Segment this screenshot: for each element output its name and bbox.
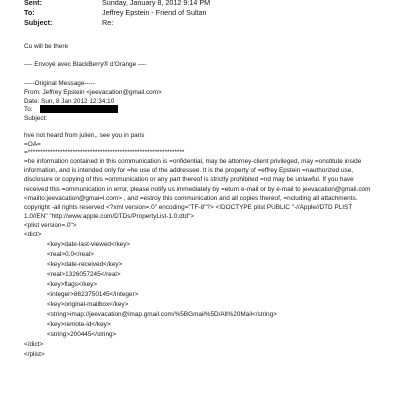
plist-line: <key>flags</key>: [47, 281, 98, 288]
to-value: Jeffrey Epstein - Friend of Sultan: [102, 8, 207, 17]
plist-line: <integer>8623750145</integer>: [47, 291, 139, 298]
header-to-row: [24, 8, 207, 17]
original-subject-label: Subject:: [24, 115, 48, 122]
original-oa: =OA=: [24, 141, 41, 148]
plist-line: <key>remote-id</key>: [47, 321, 111, 328]
subject-value: Re:: [102, 18, 114, 27]
original-to-row: [24, 105, 118, 114]
header-subject-row: [24, 18, 113, 27]
plist-close: </plist>: [24, 351, 45, 358]
plist-open: <plist version=.0">: [24, 222, 77, 229]
plist-line: <key>date-last-viewed</key>: [47, 241, 131, 248]
confidentiality-disclaimer: =he information contained in this communication is =onfidential, may be attorney-client privileged, may =onstitute inside information, and is intended only for =he use of the addressee. It is the property of =effrey Epstein =nauthorized use, disclosure or copying of this =ommunication or any part thereof is strictly prohibited =nd may be unlawful. If you have received this =ommunication in error, please notify us immediately by =eturn e-mail or by e-mail to jeevacation@gmail.com <mailto:jeevacation@gmai=l.com> , and =estroy this communication and all copies thereof, =ncluding all attachments. copyright -all rights reserved <?xml version=.0" encoding="TF-8"?> <!DOCTYPE plist PUBLIC "-//Apple//DTD PLIST 1.0//EN" "http://www.apple.com/DTDs/PropertyList-1.0.dtd">: [24, 158, 371, 221]
sent-value: Sunday, January 8, 2012 9:14 PM: [102, 0, 211, 7]
original-date: Date: Sun, 8 Jan 2012 12:34:10: [24, 98, 115, 105]
dict-close: </dict>: [24, 341, 44, 348]
plist-line: <key>date-received</key>: [47, 261, 123, 268]
original-stars: =***************************************************************: [24, 149, 185, 156]
plist-line: <key>original-mailbox</key>: [47, 301, 129, 308]
sent-label: Sent:: [24, 0, 42, 7]
original-divider: -----Original Message-----: [24, 80, 96, 87]
original-to-label: To:: [24, 106, 33, 113]
original-from: From: Jeffrey Epstein <jeevacation@gmail.com>: [24, 89, 162, 96]
header-sent-row: [24, 0, 210, 7]
plist-line: <real>0.0</real>: [47, 251, 94, 258]
redaction-bar: [40, 105, 118, 113]
reply-body: Cu will be there: [24, 43, 69, 50]
reply-signature: ---- Envoyé avec BlackBerry® d'Orange ----: [24, 61, 147, 68]
to-label: To:: [24, 8, 35, 17]
plist-line: <real>1326057245</real>: [47, 271, 121, 278]
subject-label: Subject:: [24, 18, 53, 27]
original-body: hve not heard from julien,, see you in paris: [24, 132, 145, 139]
plist-line: <string>200445</string>: [47, 331, 117, 338]
plist-line: <string>imap://jeevacation@imap.gmail.com/%5BGmail%5D/All%20Mail</string>: [47, 311, 277, 318]
dict-open: <dict>: [24, 231, 42, 238]
